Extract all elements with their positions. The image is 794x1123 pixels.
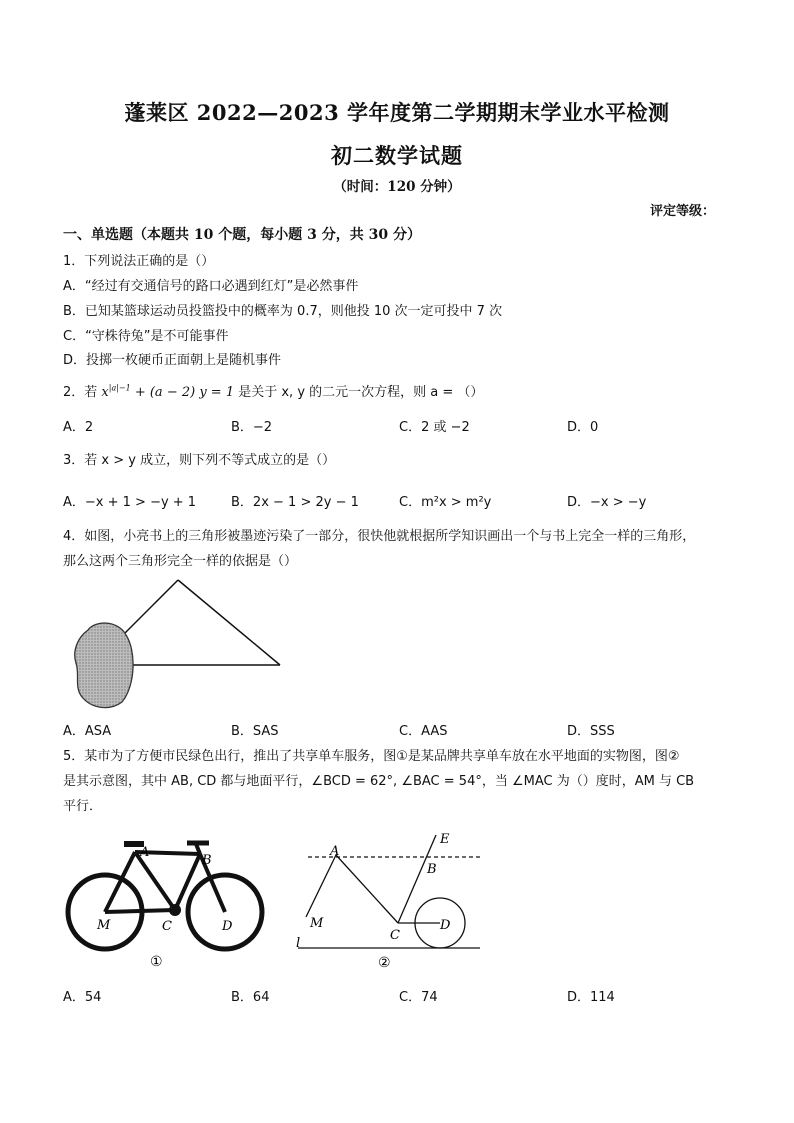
q2-x: x <box>101 385 109 400</box>
fig2-label-a: A <box>330 844 340 859</box>
q2-prefix: 2．若 <box>63 385 102 400</box>
section-heading: 一、单选题（本题共 10 个题，每小题 3 分，共 30 分） <box>63 227 421 243</box>
fig1-label-c: C <box>162 919 172 934</box>
fig2-label-d: D <box>440 918 451 933</box>
q5-option-c: C．74 <box>399 990 438 1005</box>
q1-option-d: D．投掷一枚硬币正面朝上是随机事件 <box>63 353 282 368</box>
q4-option-b: B．SAS <box>231 724 279 739</box>
fig1-label-b: B <box>202 853 212 868</box>
q5-option-a: A．54 <box>63 990 102 1005</box>
exam-title: 蓬莱区 2022—2023 学年度第二学期期末学业水平检测 <box>124 100 670 125</box>
q5-line-1: 5．某市为了方便市民绿色出行，推出了共享单车服务，图①是某品牌共享单车放在水平地面的实物图，图② <box>63 749 680 764</box>
ink-stain <box>75 623 133 708</box>
q4-option-a: A．ASA <box>63 724 112 739</box>
q3-option-b: B．2x − 1 > 2y − 1 <box>231 495 359 510</box>
fig2-label-m: M <box>310 916 324 931</box>
grade-label: 评定等级： <box>650 204 716 219</box>
q2-option-a: A．2 <box>63 420 94 435</box>
bicycle-schematic-figure <box>290 825 490 973</box>
q1-option-b: B．已知某篮球运动员投篮投中的概率为 0.7，则他投 10 次一定可投中 7 次 <box>63 304 503 319</box>
q1-stem: 1．下列说法正确的是（） <box>63 254 215 269</box>
q3-option-a: A．−x + 1 > −y + 1 <box>63 495 197 510</box>
q4-line-2: 那么这两个三角形完全一样的依据是（） <box>63 554 298 569</box>
q4-option-c: C．AAS <box>399 724 448 739</box>
fig2-label-c: C <box>390 928 400 943</box>
fig2-label-e: E <box>440 832 450 847</box>
fig1-label-a: A <box>140 845 150 860</box>
segment-am <box>306 855 336 917</box>
q2-stem <box>63 381 483 400</box>
fig1-label-d: D <box>222 919 233 934</box>
q2-exponent: |a|−1 <box>108 383 131 393</box>
segment-ce <box>398 835 436 923</box>
q5-line-3: 平行． <box>63 799 103 814</box>
q5-option-d: D．114 <box>567 990 615 1005</box>
fig2-number: ② <box>378 955 391 971</box>
q1-option-c: C．“守株待兔”是不可能事件 <box>63 329 229 344</box>
q3-option-d: D．−x > −y <box>567 495 647 510</box>
bicycle-crank <box>169 904 181 916</box>
q3-option-c: C．m²x > m²y <box>399 495 492 510</box>
q4-option-d: D．SSS <box>567 724 615 739</box>
bicycle-photo-figure <box>62 832 272 972</box>
q4-line-1: 4．如图，小亮书上的三角形被墨迹污染了一部分，很快他就根据所学知识画出一个与书上完全一样的三角形， <box>63 529 696 544</box>
fig2-label-l: l <box>296 936 301 951</box>
exam-subtitle: 初二数学试题 <box>331 143 463 168</box>
fig1-label-m: M <box>97 918 111 933</box>
q5-line-2: 是其示意图，其中 AB, CD 都与地面平行，∠BCD = 62°, ∠BAC = 54°，当 ∠MAC 为（）度时，AM 与 CB <box>63 774 695 789</box>
q5-option-b: B．64 <box>231 990 270 1005</box>
ink-stained-triangle-figure <box>70 575 285 710</box>
q2-option-d: D．0 <box>567 420 599 435</box>
q2-option-c: C．2 或 −2 <box>399 420 470 435</box>
exam-time: （时间：120 分钟） <box>333 179 461 195</box>
q2-mid: + (a − 2) y = 1 <box>130 385 235 400</box>
fig1-number: ① <box>150 954 163 970</box>
q2-option-b: B．−2 <box>231 420 273 435</box>
triangle-side-right <box>178 580 280 665</box>
q2-suffix: 是关于 x, y 的二元一次方程，则 a = （） <box>234 385 484 400</box>
segment-ac <box>336 855 398 923</box>
fig2-label-b: B <box>427 862 437 877</box>
q3-stem: 3．若 x > y 成立，则下列不等式成立的是（） <box>63 453 336 468</box>
q1-option-a: A．“经过有交通信号的路口必遇到红灯”是必然事件 <box>63 279 359 294</box>
